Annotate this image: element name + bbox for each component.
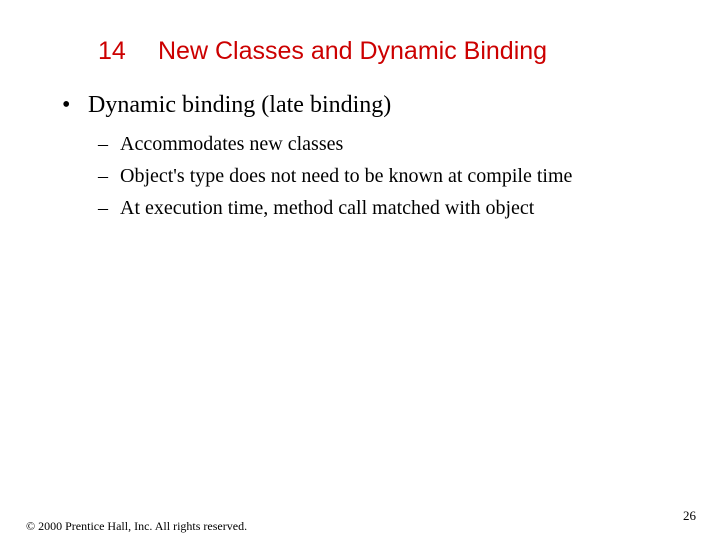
slide-title: [98, 36, 698, 66]
sub-bullet-text: At execution time, method call matched with object: [120, 197, 535, 219]
copyright-notice: © 2000 Prentice Hall, Inc. All rights reserved.: [26, 519, 248, 533]
slide-section-number: 14: [98, 37, 126, 65]
bullet-marker: •: [62, 92, 71, 118]
bullet-item: [62, 90, 702, 224]
sub-bullet-list: [62, 128, 702, 224]
sub-bullet-marker: –: [98, 197, 108, 219]
bullet-list: [62, 90, 702, 224]
sub-bullet-item: [98, 160, 702, 192]
sub-bullet-item: [98, 128, 702, 160]
page-number: 26: [683, 508, 696, 523]
sub-bullet-text: Object's type does not need to be known at compile time: [120, 165, 573, 187]
sub-bullet-marker: –: [98, 165, 108, 187]
sub-bullet-marker: –: [98, 133, 108, 155]
sub-bullet-item: [98, 192, 702, 224]
sub-bullet-text: Accommodates new classes: [120, 133, 344, 155]
bullet-text: Dynamic binding (late binding): [88, 92, 392, 118]
slide-title-text: New Classes and Dynamic Binding: [158, 37, 548, 65]
